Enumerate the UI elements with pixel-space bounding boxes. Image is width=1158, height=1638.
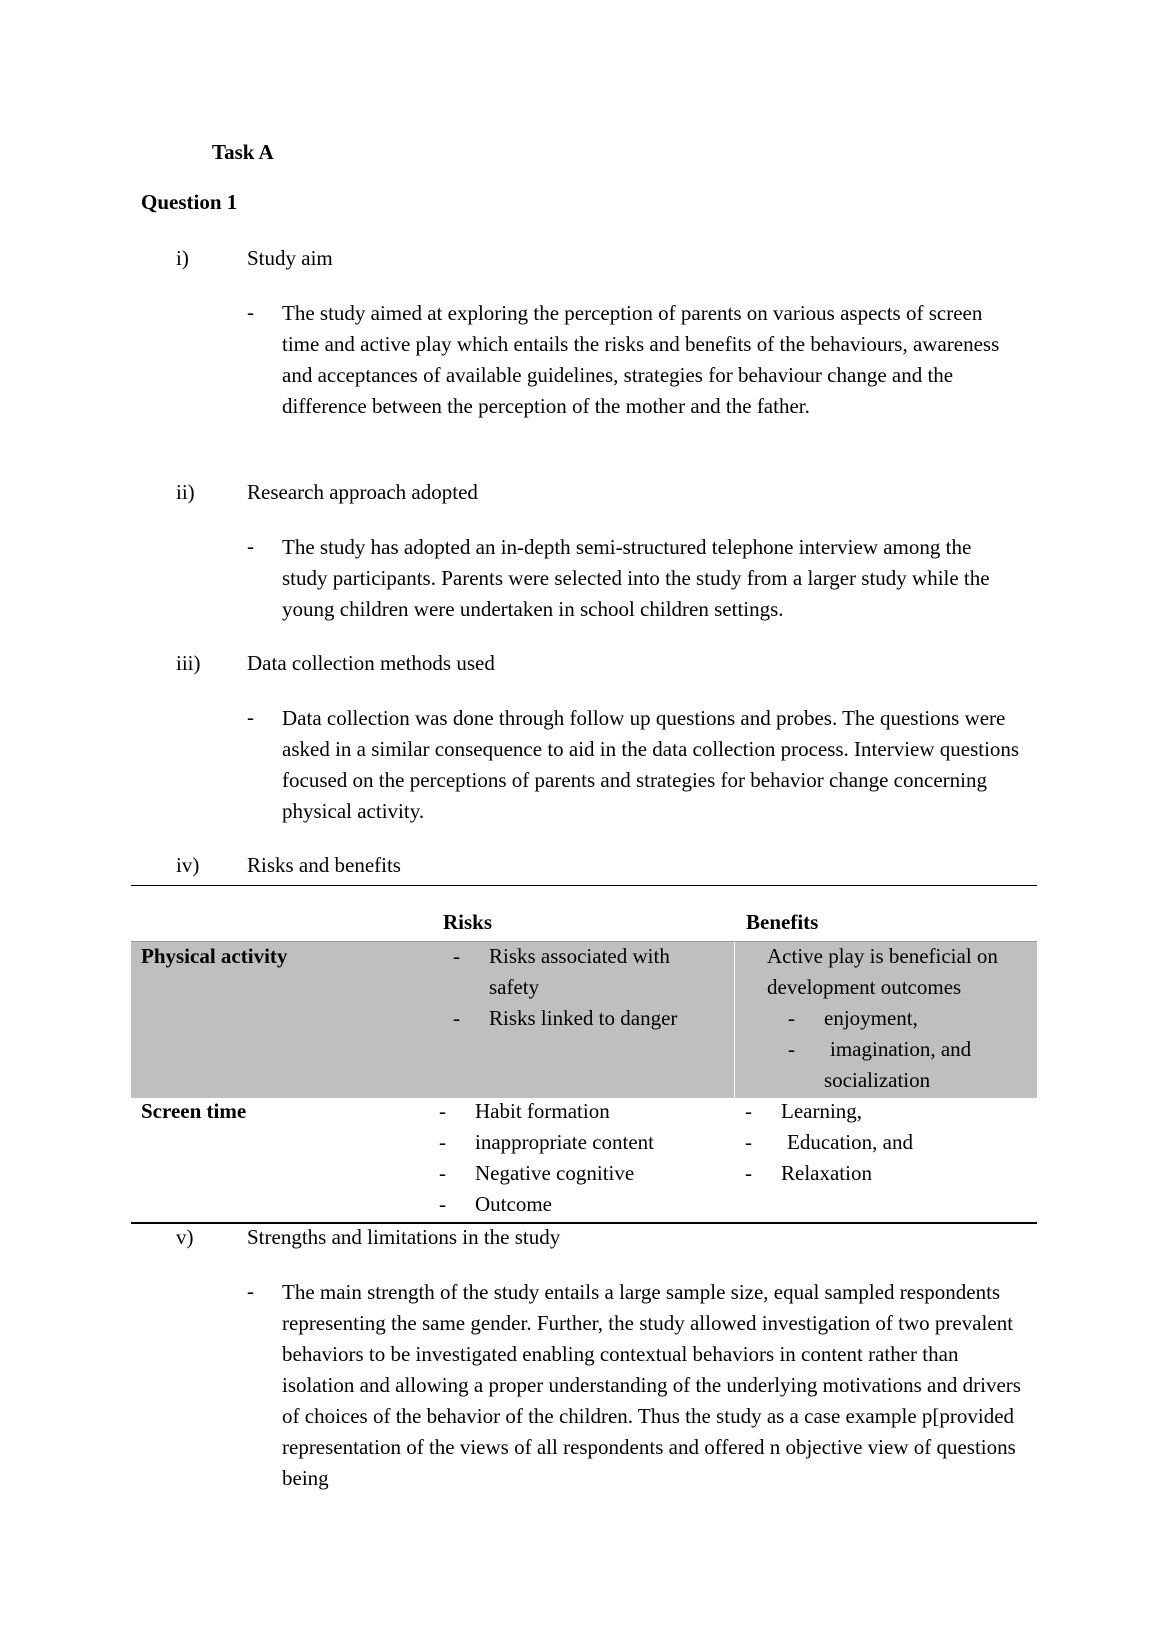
bullet-dash: - — [247, 534, 254, 558]
section-heading: Risks and benefits — [247, 853, 401, 877]
benefit-item: enjoyment, — [824, 1006, 918, 1030]
table-top-rule — [131, 885, 1037, 886]
section-heading: Strengths and limitations in the study — [247, 1225, 561, 1249]
bullet-dash: - — [247, 1279, 254, 1303]
bullet-dash: - — [439, 1130, 446, 1154]
section-paragraph: The main strength of the study entails a large sample size, equal sampled respondents representing the same gender. Further, the study allowed investigation of two prevalent behaviors to be investigated enabling contextual behaviors in content rather than isolation and allowing a proper understanding of the underlying motivations and drivers of choices of the behavior of the children. Thus the study as a case example p[provided representation of the views of all respondents and offered n objective view of questions being — [282, 1280, 1021, 1490]
table-header-risks: Risks — [443, 910, 493, 934]
risk-item: Risks linked to danger — [489, 1006, 678, 1030]
bullet-dash: - — [439, 1161, 446, 1185]
section-number: v) — [176, 1225, 194, 1249]
risk-item: Risks associated with safety — [489, 944, 670, 999]
bullet-dash: - — [439, 1099, 446, 1123]
risk-item: inappropriate content — [475, 1130, 655, 1154]
bullet-dash: - — [745, 1099, 752, 1123]
row-label: Physical activity — [141, 944, 288, 968]
bullet-dash: - — [247, 705, 254, 729]
bullet-dash: - — [247, 300, 254, 324]
benefit-item: Learning, — [781, 1099, 863, 1123]
question-heading: Question 1 — [141, 190, 238, 214]
bullet-dash: - — [453, 944, 460, 968]
benefit-item: Education, and — [787, 1130, 913, 1154]
task-title: Task A — [212, 140, 274, 164]
bullet-dash: - — [745, 1161, 752, 1185]
section-paragraph: Data collection was done through follow up questions and probes. The questions were asked in a similar consequence to aid in the data collection process. Interview questions focused on the perceptions of parents and strategies for behavior change concerning physical activity. — [282, 706, 1020, 823]
risk-item: Negative cognitive — [475, 1161, 635, 1185]
bullet-dash: - — [745, 1130, 752, 1154]
section-paragraph: The study has adopted an in-depth semi-structured telephone interview among the study participants. Parents were selected into the study from a larger study while the young children were undertaken in school children settings. — [282, 535, 990, 621]
bullet-dash: - — [788, 1006, 795, 1030]
section-heading: Research approach adopted — [247, 480, 478, 504]
section-heading: Data collection methods used — [247, 651, 495, 675]
section-paragraph: The study aimed at exploring the perception of parents on various aspects of screen time and active play which entails the risks and benefits of the behaviours, awareness and acceptances of available guidelines, strategies for behaviour change and the difference between the perception of the mother and the father. — [282, 301, 1000, 418]
risk-item: Habit formation — [475, 1099, 610, 1123]
row-label: Screen time — [141, 1099, 247, 1123]
benefit-item: imagination, and socialization — [824, 1037, 972, 1092]
table-header-benefits: Benefits — [746, 910, 819, 934]
section-number: ii) — [176, 480, 195, 504]
table-bottom-rule — [131, 1222, 1037, 1224]
benefit-intro: Active play is beneficial on development outcomes — [767, 944, 998, 999]
bullet-dash: - — [453, 1006, 460, 1030]
section-number: iii) — [176, 651, 201, 675]
bullet-dash: - — [788, 1037, 795, 1061]
risk-item: Outcome — [475, 1192, 552, 1216]
section-number: iv) — [176, 853, 200, 877]
benefit-item: Relaxation — [781, 1161, 872, 1185]
section-heading: Study aim — [247, 246, 333, 270]
section-number: i) — [176, 246, 189, 270]
bullet-dash: - — [439, 1192, 446, 1216]
